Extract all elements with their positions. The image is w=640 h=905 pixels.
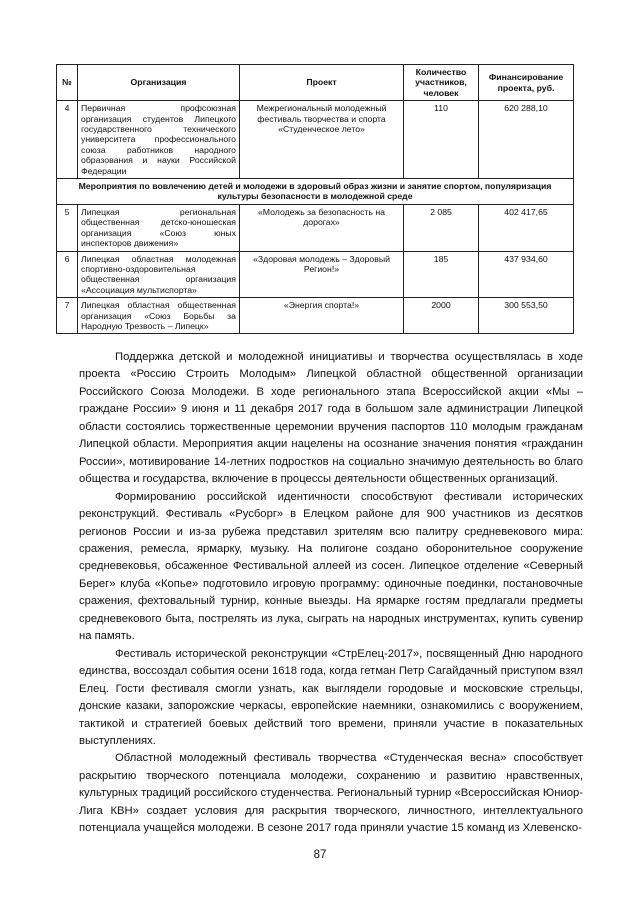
paragraph: Фестиваль исторической реконструкции «СтрЕлец-2017», посвященный Дню народного единства, воссоздал события осени 1618 года, когда гетман Петр Сагайдачный приступом взял Елец. Гости фестиваля смогли узнать, как выглядели городовые и московские стрельцы, донские казаки, запорожские черкасы, европейские наемники, ознакомились с вооружением, тактикой и стратегией боевых действий того времени, приняли участие в показательных выступлениях. — [79, 647, 583, 747]
row-funding: 402 417,65 — [479, 204, 574, 251]
table-header-row — [57, 65, 574, 101]
header-number: № — [57, 65, 78, 101]
row-participants: 110 — [404, 101, 479, 179]
row-participants: 2000 — [404, 298, 479, 334]
row-organization: Липецкая региональная общественная детско-юношеская организация «Союз юных инспекторов движения» — [78, 204, 240, 251]
table-row — [57, 204, 574, 251]
row-project: Межрегиональный молодежный фестиваль творчества и спорта «Студенческое лето» — [240, 101, 404, 179]
row-number: 6 — [57, 251, 78, 298]
section-title: Мероприятия по вовлечению детей и молодежи в здоровый образ жизни и занятие спортом, популяризация культуры безопасности в молодежной среде — [57, 179, 574, 205]
body-text — [79, 349, 583, 838]
paragraph: Формированию российской идентичности способствуют фестивали исторических реконструкций. Фестиваль «Русборг» в Елецком районе для 900 участников из десятков регионов России и из-за рубежа представил зрителям всю палитру средневекового мира: сражения, ремесла, ярмарку, музыку. На полигоне создано оборонительное сооружение средневековья, обсаженное Фестивальной аллеей из сосен. Липецкое отделение «Северный Берег» клуба «Копье» подготовило игровую программу: одиночные поединки, постановочные сражения, фехтовальный турнир, конные выезды. На ярмарке гостям предлагали предметы средневекового быта, пострелять из лука, сыграть на народных инструментах, купить сувенир на память. — [79, 490, 583, 643]
header-organization: Организация — [78, 65, 240, 101]
header-participants: Количество участников, человек — [404, 65, 479, 101]
table-row — [57, 298, 574, 334]
table-row — [57, 101, 574, 179]
row-funding: 437 934,60 — [479, 251, 574, 298]
row-number: 4 — [57, 101, 78, 179]
section-row — [57, 179, 574, 205]
row-project: «Здоровая молодежь – Здоровый Регион!» — [240, 251, 404, 298]
paragraph: Поддержка детской и молодежной инициативы и творчества осуществлялась в ходе проекта «Россию Строить Молодым» Липецкой областной общественной организации Российского Союза Молодежи. В ходе регионального этапа Всероссийской акции «Мы – граждане России» 9 июня и 11 декабря 2017 года в большом зале администрации Липецкой области состоялись торжественные церемонии вручения паспортов 110 молодым гражданам Липецкой области. Мероприятия акции нацелены на осознание значения понятия «гражданин России», мотивирование 14-летних подростков на социально значимую деятельность во благо общества и государства, включение в процессы деятельности общественных организаций. — [79, 351, 583, 486]
row-organization: Липецкая областная молодежная спортивно-оздоровительная общественная организация «Ассоциация мультиспорта» — [78, 251, 240, 298]
table-row — [57, 251, 574, 298]
row-project: «Энергия спорта!» — [240, 298, 404, 334]
row-participants: 185 — [404, 251, 479, 298]
paragraph: Областной молодежный фестиваль творчества «Студенческая весна» способствует раскрытию творческого потенциала молодежи, сохранению и развитию нравственных, культурных традиций российского студенчества. Региональный турнир «Всероссийская Юниор-Лига КВН» создает условия для раскрытия творческого, личностного, интеллектуального потенциала учащейся молодежи. В сезоне 2017 года приняли участие 15 команд из Хлевенско- — [79, 752, 583, 835]
row-participants: 2 085 — [404, 204, 479, 251]
row-project: «Молодежь за безопасность на дорогах» — [240, 204, 404, 251]
row-number: 5 — [57, 204, 78, 251]
header-project: Проект — [240, 65, 404, 101]
header-funding: Финансирование проекта, руб. — [479, 65, 574, 101]
row-organization: Липецкая областная общественная организация «Союз Борьбы за Народную Трезвость – Липецк» — [78, 298, 240, 334]
row-number: 7 — [57, 298, 78, 334]
row-funding: 620 288,10 — [479, 101, 574, 179]
row-organization: Первичная профсоюзная организация студентов Липецкого государственного технического университета профессионального союза работников народного образования и науки Российской Федерации — [78, 101, 240, 179]
page-number: 87 — [313, 849, 327, 861]
row-funding: 300 553,50 — [479, 298, 574, 334]
projects-table — [56, 64, 574, 334]
